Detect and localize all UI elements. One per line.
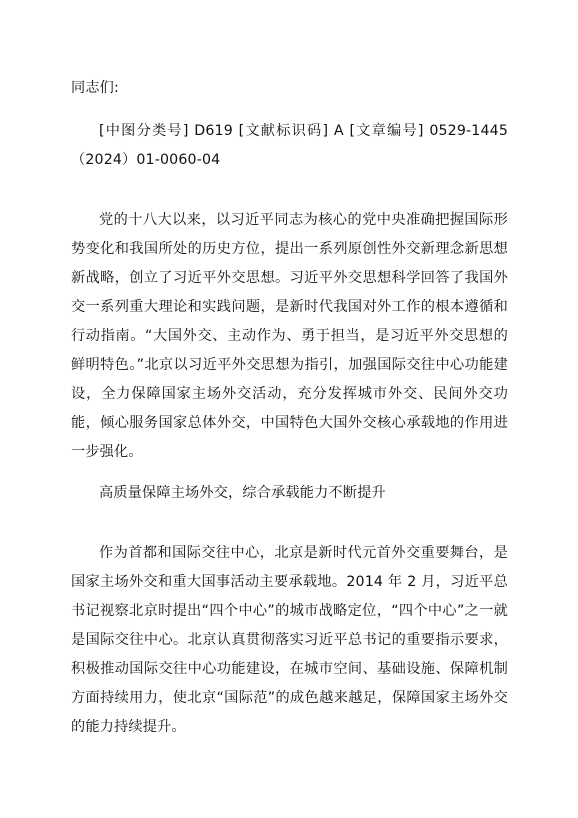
section-subheading: 高质量保障主场外交，综合承载能力不断提升: [99, 485, 386, 501]
body-paragraph-1: 党的十八大以来，以习近平同志为核心的党中央准确把握国际形势变化和我国所处的历史方位，提出一系列原创性外交新理念新思想新战略，创立了习近平外交思想。习近平外交思想科学回答了我国外交一系列重大理论和实践问题，是新时代我国对外工作的根本遵循和行动指南。“大国外交、主动作为、勇于担当，是习近平外交思想的鲜明特色。”北京以习近平外交思想为指引，加强国际交往中心功能建设，全力保障国家主场外交活动，充分发挥城市外交、民间外交功能，倾心服务国家总体外交，中国特色大国外交核心承载地的作用进一步强化。: [71, 212, 508, 460]
classification-line: [中图分类号] D619 [文献标识码] A [文章编号] 0529-1445（2024）01-0060-04: [71, 123, 508, 168]
salutation: 同志们:: [71, 80, 119, 96]
body-paragraph-2: 作为首都和国际交往中心，北京是新时代元首外交重要舞台，是国家主场外交和重大国事活动主要承载地。2014 年 2 月，习近平总书记视察北京时提出“四个中心”的城市战略定位，“四个中心”之一就是国际交往中心。北京认真贯彻落实习近平总书记的重要指示要求，积极推动国际交往中心功能建设，在城市空间、基础设施、保障机制方面持续用力，使北京“国际范”的成色越来越足，保障国家主场外交的能力持续提升。: [71, 545, 508, 735]
